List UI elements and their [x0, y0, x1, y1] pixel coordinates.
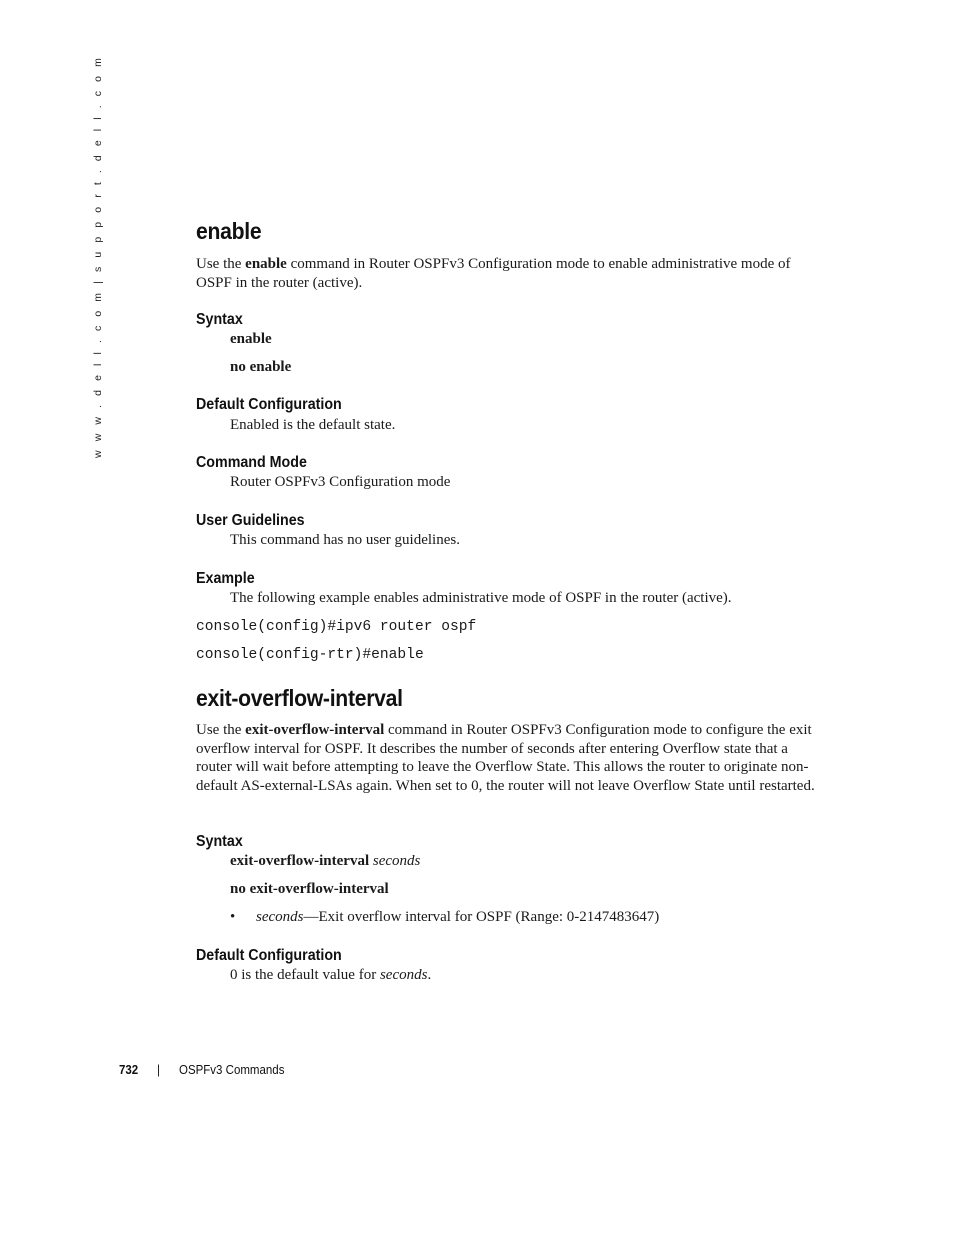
exit-syntax-heading: Syntax	[196, 833, 243, 850]
exit-description	[196, 721, 816, 795]
exit-syntax-no-cmd: no exit-overflow-interval	[230, 881, 389, 897]
enable-syntax-cmd: enable	[230, 331, 272, 347]
exit-desc-cmd: exit-overflow-interval	[245, 722, 385, 738]
code-line: console(config-rtr)#enable	[196, 647, 424, 663]
enable-example-text: The following example enables administrative mode of OSPF in the router (active).	[230, 590, 732, 606]
enable-default-heading: Default Configuration	[196, 396, 342, 413]
exit-param-bullet	[256, 909, 659, 926]
footer-section-name: OSPFv3 Commands	[179, 1063, 285, 1077]
exit-syntax-line	[230, 853, 420, 870]
enable-mode-text: Router OSPFv3 Configuration mode	[230, 474, 451, 490]
exit-desc-after: command in Router OSPFv3 Configuration mode to configure the exit overflow interval for OSPF. It describes the number of seconds after entering Overflow state that a router will wait before attempting to leave the Overflow State. This allows the router to originate non-default AS-external-LSAs again. When set to 0, the router will not leave Overflow State until restarted.	[196, 722, 815, 794]
code-line: console(config)#ipv6 router ospf	[196, 619, 477, 635]
enable-syntax-heading: Syntax	[196, 311, 243, 328]
exit-desc-before: Use the	[196, 722, 246, 738]
enable-default-text: Enabled is the default state.	[230, 417, 396, 433]
sidebar-url: w w w . d e l l . c o m | s u p p o r t . d e l l . c o m	[92, 55, 104, 458]
exit-default-after: .	[427, 967, 432, 983]
bullet-param: seconds	[256, 909, 304, 925]
exit-default-before: 0 is the default value for	[230, 967, 380, 983]
enable-mode-heading: Command Mode	[196, 454, 307, 471]
enable-desc-cmd: enable	[245, 256, 287, 272]
enable-desc-after: command in Router OSPFv3 Configuration mode to enable administrative mode of OSPF in the router (active).	[196, 256, 791, 291]
exit-default-param: seconds	[379, 967, 428, 983]
page-number: 732	[119, 1063, 139, 1077]
exit-default-heading: Default Configuration	[196, 947, 342, 964]
enable-description	[196, 255, 816, 292]
enable-syntax-no-cmd: no enable	[230, 359, 292, 375]
footer-separator: |	[157, 1063, 160, 1077]
enable-guidelines-text: This command has no user guidelines.	[230, 532, 460, 548]
exit-syntax-no-line	[230, 881, 389, 898]
bullet-text: —Exit overflow interval for OSPF (Range: 0-2147483647)	[303, 909, 660, 925]
section-title-exit-overflow-interval: exit-overflow-interval	[196, 685, 403, 711]
exit-default-text	[230, 967, 431, 984]
enable-syntax-no-line	[230, 359, 291, 376]
enable-desc-before: Use the	[196, 256, 246, 272]
enable-guidelines-heading: User Guidelines	[196, 512, 305, 529]
enable-syntax-line	[230, 331, 272, 348]
exit-syntax-cmd: exit-overflow-interval	[230, 853, 370, 869]
enable-example-heading: Example	[196, 570, 255, 587]
exit-syntax-param: seconds	[372, 853, 421, 869]
section-title-enable: enable	[196, 218, 262, 244]
bullet-glyph: •	[230, 909, 236, 925]
